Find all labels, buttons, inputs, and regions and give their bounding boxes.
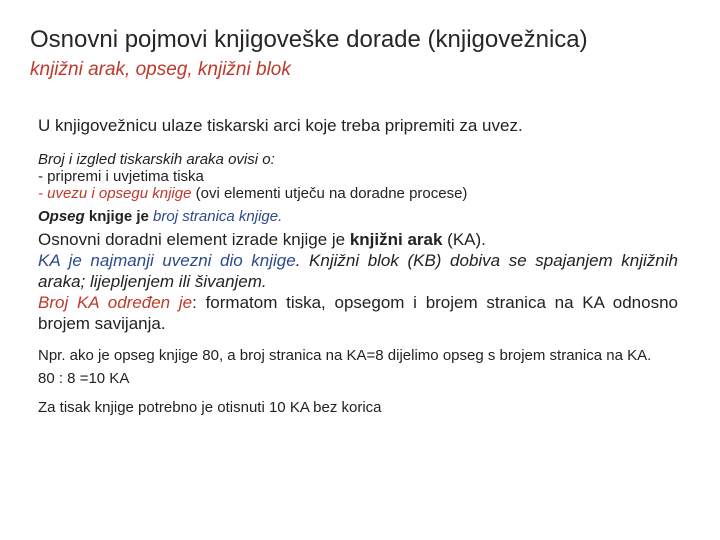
opseg-label: Opseg [38,208,85,225]
intro-paragraph: U knjigovežnicu ulaze tiskarski arci koje treba pripremiti za uvez. [38,116,523,135]
depends-item-2 [38,185,678,202]
depends-item-1: - pripremi i uvjetima tiska [38,168,204,185]
ka-paragraph [38,250,678,292]
ka-rest: . Knjižni blok (KB) dobiva se spajanjem knjižnih araka; lijepljenjem ili šivanjem. [38,251,678,291]
opseg-definition [38,208,678,225]
element-bold: knjižni arak [349,230,443,249]
opseg-value: broj stranica knjige. [153,208,283,225]
determined-rest: : formatom tiska, opsegom i brojem stranica na KA odnosno brojem savijanja. [38,293,678,333]
example-line-2: 80 : 8 =10 KA [38,370,130,387]
slide-body [38,115,678,417]
example-line-1: Npr. ako je opseg knjige 80, a broj stranica na KA=8 dijelimo opseg s brojem stranica na KA. [38,347,652,364]
determined-highlight: Broj KA određen je [38,293,193,312]
depends-item-2-note: (ovi elementi utječu na doradne procese) [191,185,468,202]
element-pre: Osnovni doradni element izrade knjige je [38,230,350,249]
opseg-mid: knjige je [84,208,154,225]
determined-paragraph [38,292,678,334]
slide-subtitle: knjižni arak, opseg, knjižni blok [30,59,291,80]
element-post: (KA). [442,230,486,249]
depends-item-2-highlight: - uvezu i opsegu knjige [38,185,192,202]
slide-title: Osnovni pojmovi knjigoveške dorade (knjigovežnica) [30,26,588,53]
element-paragraph [38,229,678,250]
depends-heading: Broj i izgled tiskarskih araka ovisi o: [38,151,275,168]
example-line-3: Za tisak knjige potrebno je otisnuti 10 KA bez korica [38,399,382,416]
ka-highlight: KA je najmanji uvezni dio knjige [38,251,296,270]
